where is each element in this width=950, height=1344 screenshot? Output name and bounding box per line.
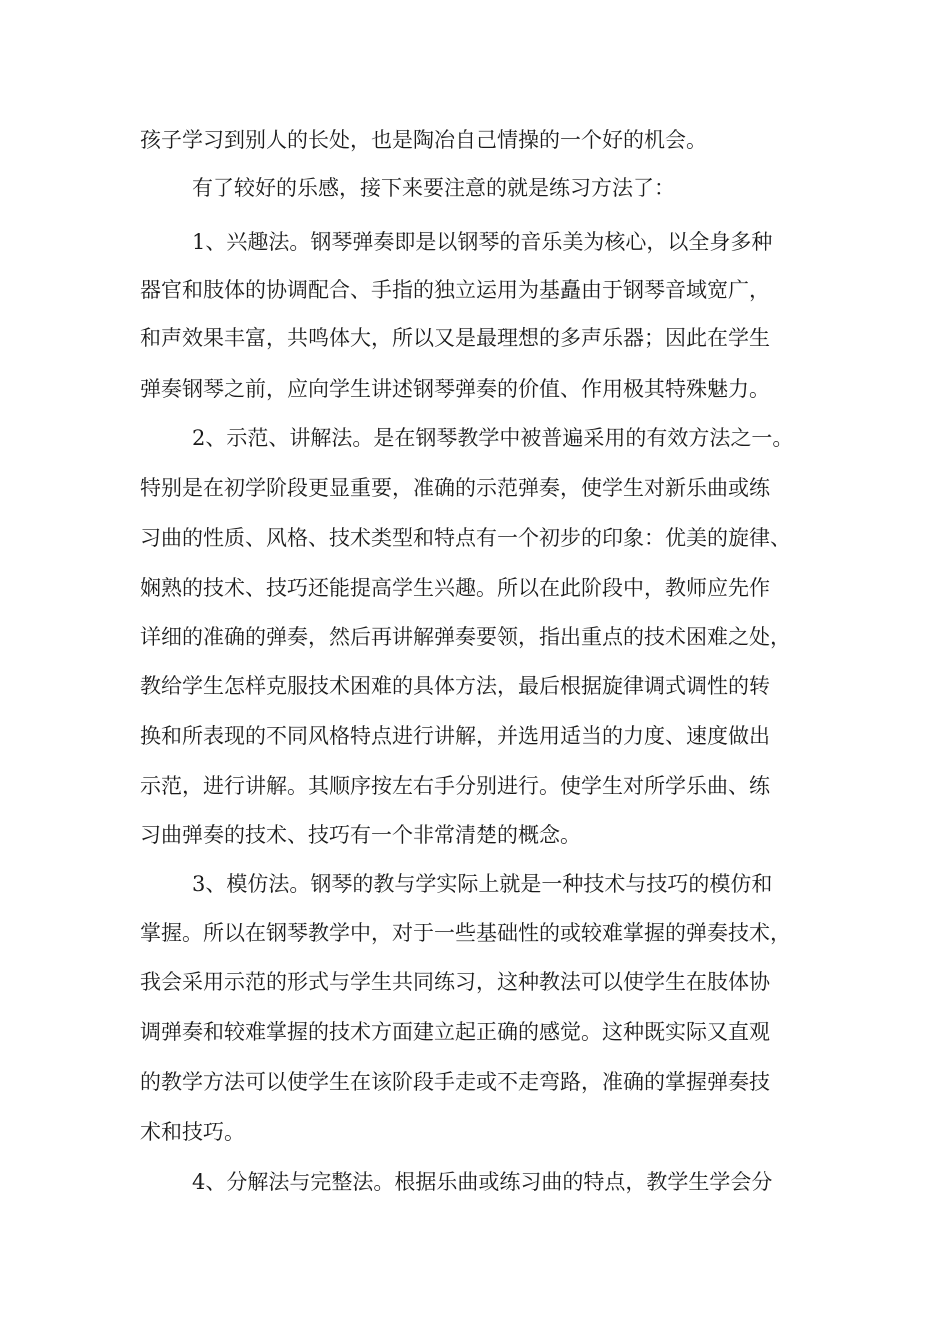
text-line: 娴熟的技术、技巧还能提高学生兴趣。所以在此阶段中，教师应先作 [140,576,770,600]
text-line: 我会采用示范的形式与学生共同练习，这种教法可以使学生在肢体协 [140,970,770,994]
text-line: 弹奏钢琴之前，应向学生讲述钢琴弹奏的价值、作用极其特殊魅力。 [140,377,770,401]
text-line: 特别是在初学阶段更显重要，准确的示范弹奏，使学生对新乐曲或练 [140,476,770,500]
paragraph-start-line: 3、模仿法。钢琴的教与学实际上就是一种技术与技巧的模仿和 [192,872,773,896]
text-line: 习曲的性质、风格、技术类型和特点有一个初步的印象：优美的旋律、 [140,526,791,550]
text-line: 示范，进行讲解。其顺序按左右手分别进行。使学生对所学乐曲、练 [140,774,770,798]
paragraph-start-line: 4、分解法与完整法。根据乐曲或练习曲的特点，教学生学会分 [192,1170,773,1194]
text-line: 教给学生怎样克服技术困难的具体方法，最后根据旋律调式调性的转 [140,674,770,698]
text-line: 术和技巧。 [140,1120,245,1144]
text-line: 详细的准确的弹奏，然后再讲解弹奏要领，指出重点的技术困难之处， [140,625,791,649]
paragraph-start-line: 2、示范、讲解法。是在钢琴教学中被普遍采用的有效方法之一。 [192,426,794,450]
paragraph-start-line: 1、兴趣法。钢琴弹奏即是以钢琴的音乐美为核心，以全身多种 [192,230,773,254]
text-line: 的教学方法可以使学生在该阶段手走或不走弯路，准确的掌握弹奏技 [140,1070,770,1094]
text-line: 器官和肢体的协调配合、手指的独立运用为基矗由于钢琴音域宽广， [140,278,770,302]
paragraph-start-line: 有了较好的乐感，接下来要注意的就是练习方法了： [192,176,675,200]
text-line: 孩子学习到别人的长处，也是陶冶自己情操的一个好的机会。 [140,128,707,152]
text-line: 和声效果丰富，共鸣体大，所以又是最理想的多声乐器；因此在学生 [140,326,770,350]
text-line: 掌握。所以在钢琴教学中，对于一些基础性的或较难掌握的弹奏技术， [140,921,791,945]
text-line: 换和所表现的不同风格特点进行讲解，并选用适当的力度、速度做出 [140,724,770,748]
text-line: 习曲弹奏的技术、技巧有一个非常清楚的概念。 [140,823,581,847]
text-line: 调弹奏和较难掌握的技术方面建立起正确的感觉。这种既实际又直观 [140,1020,770,1044]
